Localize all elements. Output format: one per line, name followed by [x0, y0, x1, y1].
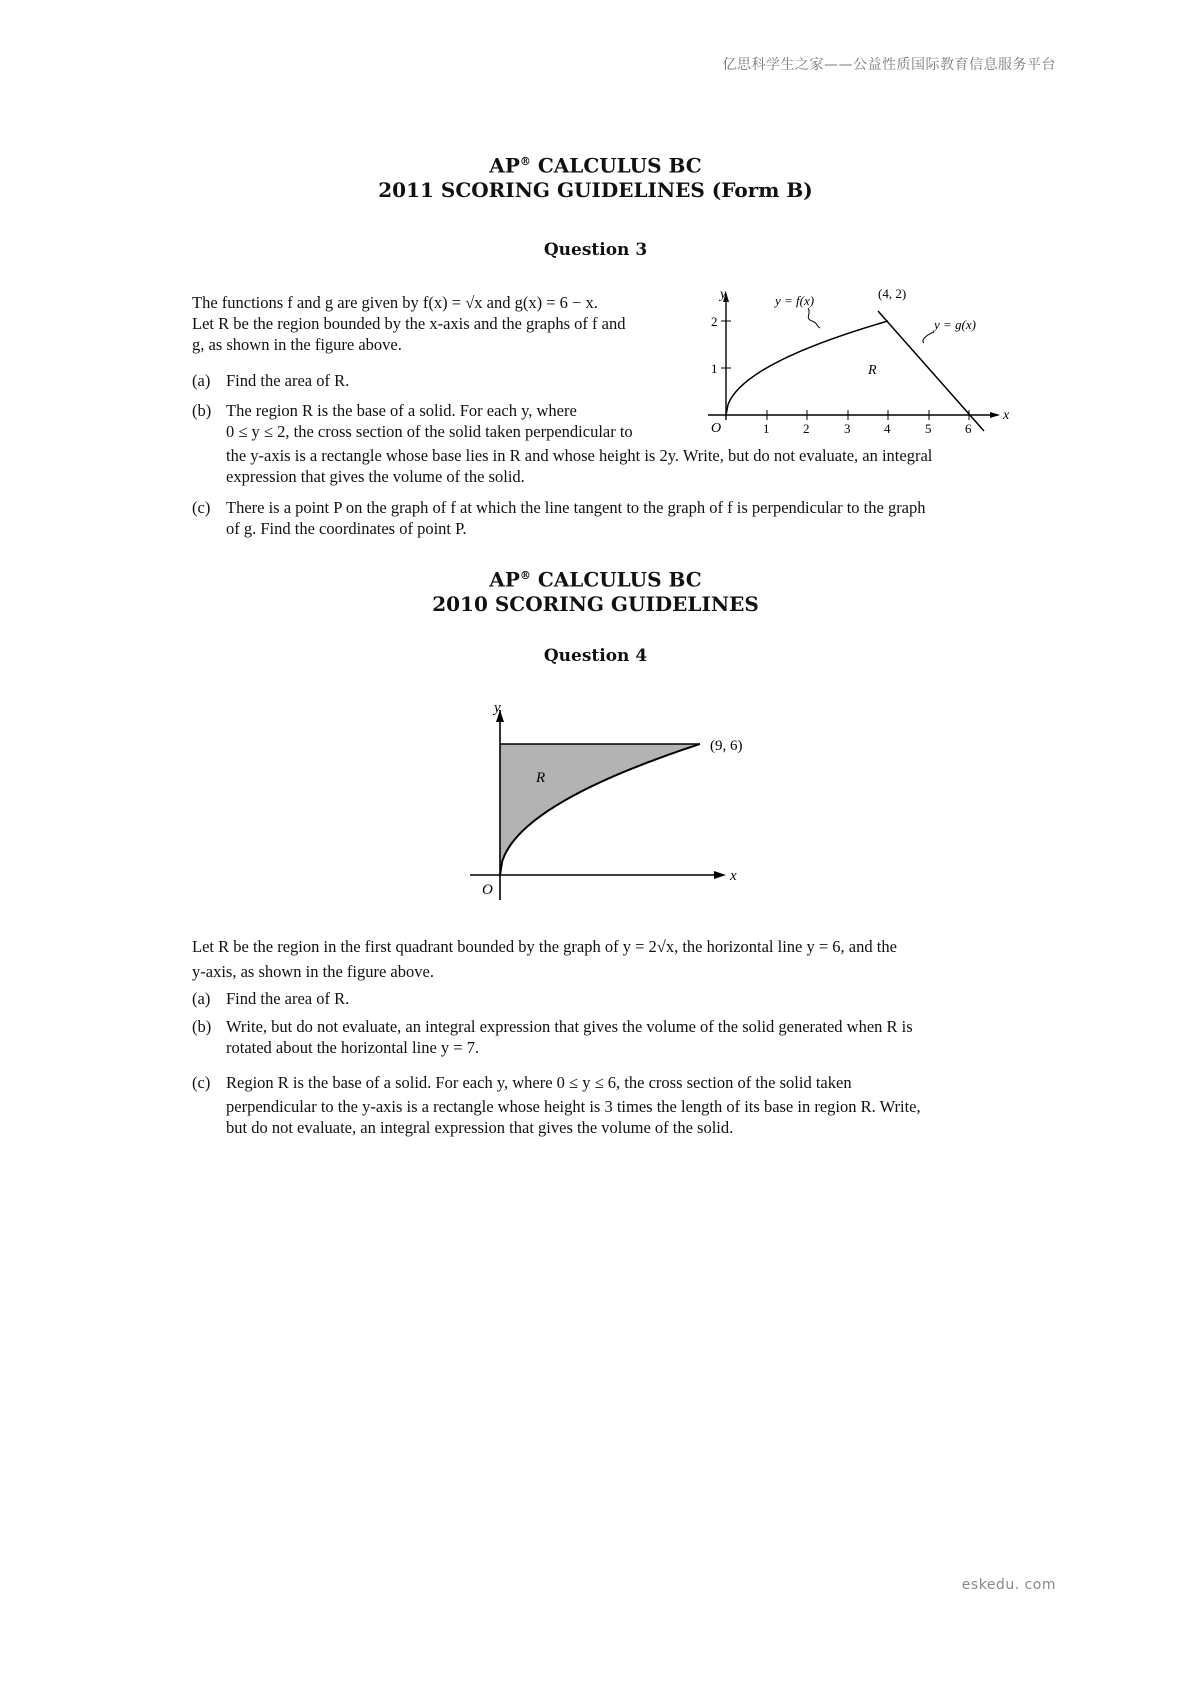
x-axis-arrow: [990, 412, 1000, 418]
part-label: (a): [192, 989, 211, 1008]
section1-intro: [192, 292, 682, 355]
section1-title-line2: 2011 SCORING GUIDELINES (Form B): [378, 178, 813, 202]
part-text-line: The region R is the base of a solid. For each y, where: [226, 401, 577, 420]
f-curve: [726, 321, 888, 415]
region-label: R: [536, 770, 546, 786]
part-text-line: Region R is the base of a solid. For each y, where 0 ≤ y ≤ 6, the cross section of the solid taken: [226, 1073, 852, 1092]
y-axis-label: y: [494, 700, 501, 716]
section2-intro-line: y-axis, as shown in the figure above.: [192, 962, 434, 981]
x-tick-label: 2: [803, 421, 810, 436]
x-ticks: [763, 410, 972, 436]
part-text-line: rotated about the horizontal line y = 7.: [226, 1038, 480, 1057]
x-tick-label: 5: [925, 421, 932, 436]
section2-title-line1: AP® CALCULUS BC: [489, 567, 702, 592]
section1-part-a: [192, 370, 672, 391]
section1-intro-line: g, as shown in the figure above.: [192, 335, 402, 354]
point-label: (9, 6): [710, 738, 743, 754]
section2-part-a: [192, 988, 1022, 1009]
x-axis-arrow: [714, 871, 726, 879]
part-text-line: the y-axis is a rectangle whose base lies in R and whose height is 2y. Write, but do not evaluate, an integral: [226, 446, 933, 465]
section2-part-c: [192, 1072, 1022, 1138]
part-text-line: Write, but do not evaluate, an integral expression that gives the volume of the solid generated when R is: [226, 1017, 913, 1036]
shaded-region: [500, 744, 700, 875]
x-axis-label: x: [1003, 408, 1010, 423]
part-text: Find the area of R.: [226, 989, 350, 1008]
part-text-line: expression that gives the volume of the solid.: [226, 467, 525, 486]
section1-intro-line: Let R be the region bounded by the x-axis and the graphs of f and: [192, 314, 626, 333]
part-text-line: perpendicular to the y-axis is a rectangle whose height is 3 times the length of its base in region R. Write,: [226, 1097, 921, 1116]
part-label: (c): [192, 498, 211, 517]
site-header: 亿思科学生之家——公益性质国际教育信息服务平台: [722, 57, 1056, 73]
origin-label: O: [711, 421, 722, 436]
site-footer: eskedu. com: [961, 1577, 1056, 1593]
figure-region-r: [460, 700, 760, 910]
section1-question-title: Question 3: [543, 240, 648, 260]
part-label: (c): [192, 1073, 211, 1092]
y-tick-label: 2: [711, 314, 718, 329]
part-label: (b): [192, 1017, 212, 1036]
part-label: (a): [192, 371, 211, 390]
x-tick-label: 6: [965, 421, 972, 436]
region-label: R: [868, 363, 877, 378]
x-tick-label: 4: [884, 421, 891, 436]
part-text-line: There is a point P on the graph of f at which the line tangent to the graph of f is perpendicular to the graph: [226, 498, 926, 517]
y-tick-label: 1: [711, 361, 718, 376]
part-text-line: 0 ≤ y ≤ 2, the cross section of the solid taken perpendicular to: [226, 422, 633, 441]
part-text: Find the area of R.: [226, 371, 350, 390]
x-tick-label: 1: [763, 421, 770, 436]
section2-title-line2: 2010 SCORING GUIDELINES: [432, 592, 759, 616]
f-label: y = f(x): [775, 293, 815, 308]
section2-question-title: Question 4: [543, 646, 648, 666]
f-label-pointer: [808, 308, 820, 328]
x-tick-label: 3: [844, 421, 851, 436]
section1-title-line1: AP® CALCULUS BC: [489, 153, 702, 178]
g-label: y = g(x): [934, 317, 976, 332]
section1-part-c: [192, 497, 1022, 539]
y-axis-label: y: [720, 288, 727, 302]
part-text-line: of g. Find the coordinates of point P.: [226, 519, 467, 538]
part-text-line: but do not evaluate, an integral expression that gives the volume of the solid.: [226, 1118, 734, 1137]
x-axis-label: x: [730, 868, 737, 884]
section2-intro-line: Let R be the region in the first quadrant bounded by the graph of y = 2√x, the horizontal line y = 6, and the: [192, 937, 897, 956]
part-label: (b): [192, 401, 212, 420]
figure-f-and-g: [700, 288, 1030, 443]
y-ticks: [711, 314, 731, 376]
section1-intro-line: The functions f and g are given by f(x) = √x and g(x) = 6 − x.: [192, 293, 598, 312]
section2-intro: [192, 936, 1022, 982]
g-label-pointer: [923, 332, 934, 343]
intersection-label: (4, 2): [878, 288, 907, 301]
section2-part-b: [192, 1016, 1022, 1058]
origin-label: O: [482, 882, 493, 898]
